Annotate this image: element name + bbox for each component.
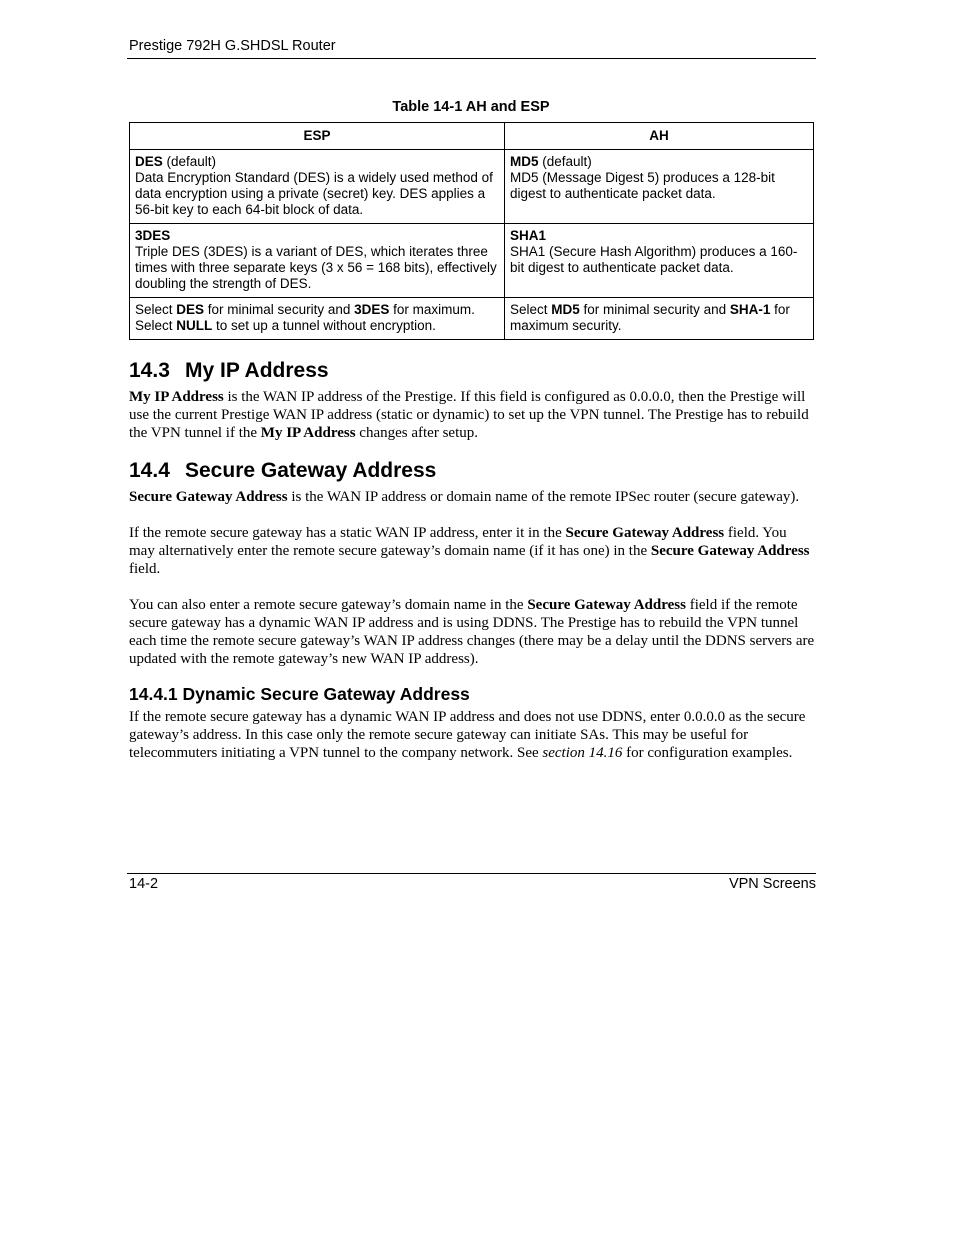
text: for maximum. — [389, 302, 475, 317]
ah-cell-selection — [505, 298, 814, 340]
bold-term: 3DES — [354, 302, 390, 317]
text: Select — [510, 302, 552, 317]
text: for minimal security and — [204, 302, 355, 317]
text: changes after setup. — [355, 425, 478, 441]
text: If the remote secure gateway has a static WAN IP address, enter it in the — [129, 525, 566, 541]
ah-cell-md5 — [505, 150, 814, 224]
bold-term: DES — [176, 302, 205, 317]
esp-title: DES — [135, 154, 163, 169]
table-row — [130, 150, 814, 224]
paragraph — [129, 596, 816, 668]
ah-title: SHA1 — [510, 228, 547, 243]
esp-description: Triple DES (3DES) is a variant of DES, which iterates three times with three separate keys (3 x 56 = 168 bits), effectively doubling the strength of DES. — [135, 244, 497, 291]
esp-cell-des — [130, 150, 505, 224]
chapter-name: VPN Screens — [728, 876, 816, 892]
ah-description: MD5 (Message Digest 5) produces a 128-bit digest to authenticate packet data. — [510, 170, 775, 201]
text: for minimal security and — [579, 302, 730, 317]
section-number: 14.3 — [129, 359, 170, 382]
text: field. — [129, 561, 161, 577]
bold-term: NULL — [176, 318, 213, 333]
bold-term: SHA-1 — [729, 302, 771, 317]
text: field. You may alternatively enter the remote secure gateway’s domain name (if it has one) in the — [129, 525, 787, 559]
esp-cell-selection — [130, 298, 505, 340]
main-content — [129, 356, 816, 762]
bold-term: Secure Gateway Address — [129, 489, 288, 505]
header-rule — [127, 58, 816, 59]
table-row — [130, 224, 814, 298]
esp-title-suffix: (default) — [162, 154, 217, 169]
paragraph — [129, 388, 816, 442]
text: You can also enter a remote secure gateway’s domain name in the — [129, 597, 528, 613]
bold-term: MD5 — [551, 302, 580, 317]
text: If the remote secure gateway has a dynamic WAN IP address and does not use DDNS, enter 0.0.0.0 as the secure gateway’s address. In this case only the remote secure gateway can initiate SAs. This may be useful for telecommuters initiating a VPN tunnel to the company network. See — [129, 709, 806, 761]
text: is the WAN IP address of the Prestige. If this field is configured as 0.0.0.0, then the Prestige will use the current Prestige WAN IP address (static or dynamic) to set up the VPN tunnel. The Prestige has to rebuild the VPN tunnel if the — [129, 389, 809, 441]
footer-rule — [127, 873, 816, 874]
text: Select — [135, 318, 177, 333]
section-title: Secure Gateway Address — [185, 459, 437, 482]
section-heading-14-4 — [129, 456, 816, 486]
text: for configuration examples. — [622, 745, 793, 761]
paragraph — [129, 524, 816, 578]
text: field if the remote secure gateway has a dynamic WAN IP address and is using DDNS. The Prestige has to rebuild the VPN tunnel each time the remote secure gateway’s WAN IP address changes (there may be a delay until the DDNS servers are updated with the remote gateway’s new WAN IP address). — [129, 597, 815, 667]
text: is the WAN IP address or domain name of the remote IPSec router (secure gateway). — [287, 489, 800, 505]
page-header: Prestige 792H G.SHDSL Router — [129, 38, 336, 54]
text: to set up a tunnel without encryption. — [212, 318, 436, 333]
section-heading-14-3 — [129, 356, 816, 386]
esp-cell-3des — [130, 224, 505, 298]
esp-title: 3DES — [135, 228, 171, 243]
ah-cell-sha1 — [505, 224, 814, 298]
column-header-esp: ESP — [130, 123, 505, 150]
ah-title-suffix: (default) — [538, 154, 592, 169]
table-header-row — [130, 123, 814, 150]
table-caption: Table 14-1 AH and ESP — [392, 99, 550, 115]
column-header-ah: AH — [505, 123, 814, 150]
section-number: 14.4 — [129, 459, 170, 482]
ah-description: SHA1 (Secure Hash Algorithm) produces a 160-bit digest to authenticate packet data. — [510, 244, 798, 275]
bold-term: Secure Gateway Address — [565, 525, 725, 541]
esp-description: Data Encryption Standard (DES) is a widely used method of data encryption using a private (secret) key. DES applies a 56-bit key to each 64-bit block of data. — [135, 170, 493, 217]
text: for maximum security. — [510, 302, 790, 333]
paragraph — [129, 488, 816, 506]
bold-term: Secure Gateway Address — [527, 597, 686, 613]
section-reference: section 14.16 — [542, 745, 623, 761]
table-row — [130, 298, 814, 340]
bold-term: My IP Address — [260, 425, 356, 441]
bold-term: My IP Address — [129, 389, 224, 405]
page-number: 14-2 — [129, 876, 159, 892]
paragraph — [129, 708, 816, 762]
section-title: My IP Address — [185, 359, 329, 382]
ah-esp-table — [129, 122, 814, 340]
subsection-heading-14-4-1: 14.4.1 Dynamic Secure Gateway Address — [129, 684, 470, 704]
text: Select — [135, 302, 177, 317]
ah-title: MD5 — [510, 154, 539, 169]
bold-term: Secure Gateway Address — [650, 543, 810, 559]
